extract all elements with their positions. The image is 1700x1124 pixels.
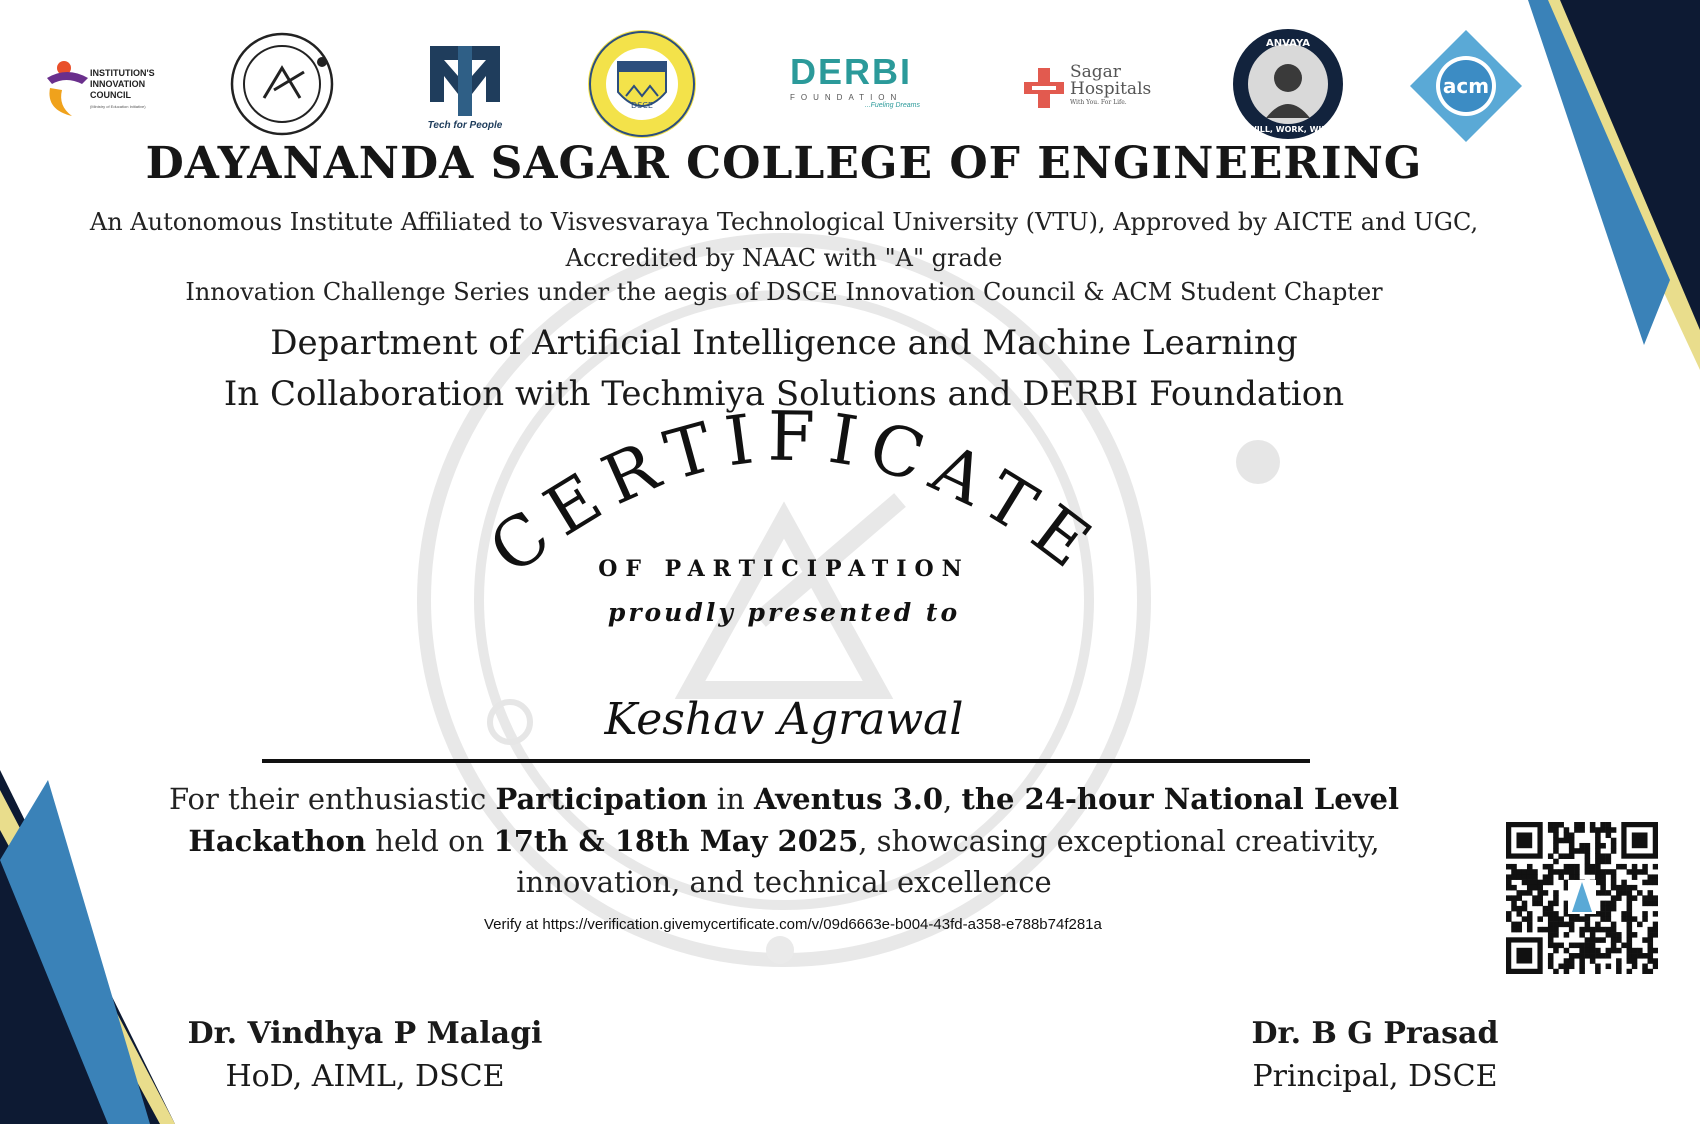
techmiya-tagline: Tech for People — [427, 120, 503, 131]
iic-subtext: (Ministry of Education Initiative) — [90, 104, 146, 109]
signatory-hod — [155, 1016, 575, 1094]
anvaya-emblem-icon — [1232, 28, 1344, 140]
signatory-name: Dr. Vindhya P Malagi — [187, 1016, 543, 1051]
sagar-cross-icon — [1022, 66, 1066, 110]
derbi-tagline: ...Fueling Dreams — [864, 102, 920, 109]
derbi-wordmark: DERBI — [790, 51, 913, 92]
acm-diamond-icon — [1408, 28, 1524, 144]
dsce-seal — [586, 28, 698, 140]
presented-to-text: proudly presented to — [607, 598, 961, 627]
acm-logo — [1408, 28, 1524, 144]
affiliation-line-3: Innovation Challenge Series under the aegis of DSCE Innovation Council & ACM Student Chapter — [185, 278, 1383, 306]
body-text: held on — [366, 824, 494, 858]
dsce-seal-text: DSCE — [631, 101, 653, 110]
certificate-subtitle: OF PARTICIPATION — [598, 556, 970, 582]
dsce-seal-icon — [586, 28, 698, 140]
derbi-logo — [790, 51, 920, 120]
iic-logo — [38, 40, 178, 140]
signatory-role: HoD, AIML, DSCE — [225, 1059, 505, 1094]
department-line: Department of Artificial Intelligence and Machine Learning — [270, 323, 1298, 363]
collaboration-line: In Collaboration with Techmiya Solutions and DERBI Foundation — [223, 374, 1345, 414]
sagar-text-line: Hospitals — [1070, 79, 1152, 99]
iic-text-line: COUNCIL — [90, 90, 131, 100]
iic-figure-icon — [42, 58, 92, 120]
event-name: Aventus 3.0 — [753, 782, 944, 816]
acm-text: acm — [1442, 74, 1490, 98]
techmiya-logo — [420, 42, 510, 132]
sagar-text-line: Sagar — [1070, 62, 1121, 82]
techmiya-mark-icon — [430, 42, 500, 118]
derbi-sub: FOUNDATION — [790, 93, 903, 102]
qr-code[interactable] — [1506, 822, 1658, 974]
event-dates: 17th & 18th May 2025 — [493, 824, 859, 858]
body-text: For their enthusiastic — [168, 782, 496, 816]
iic-text-line: INNOVATION — [90, 79, 146, 89]
body-text: in — [707, 782, 754, 816]
signatory-name: Dr. B G Prasad — [1251, 1016, 1499, 1051]
iic-text-line: INSTITUTION'S — [90, 68, 155, 78]
college-name: DAYANANDA SAGAR COLLEGE OF ENGINEERING — [145, 138, 1423, 189]
recipient-underline — [262, 759, 1310, 763]
body-line-3: innovation, and technical excellence — [516, 865, 1052, 899]
signatory-principal — [1165, 1016, 1585, 1094]
body-bold: the 24-hour National Level — [961, 782, 1399, 816]
body-line-2 — [0, 820, 1568, 862]
recipient-name: Keshav Agrawal — [604, 694, 964, 745]
anvaya-motto: WILL, WORK, WIN — [1247, 125, 1329, 134]
affiliation-line-1: An Autonomous Institute Affiliated to Visvesvaraya Technological University (VTU), Approved by AICTE and UGC, — [89, 208, 1479, 236]
anvaya-logo — [1232, 28, 1344, 140]
aventus-logo — [226, 28, 338, 140]
logo-row — [0, 0, 1568, 150]
qr-code-icon — [1506, 822, 1658, 974]
body-text: , — [943, 782, 962, 816]
affiliation-line-2: Accredited by NAAC with "A" grade — [565, 244, 1003, 272]
body-line-1 — [0, 778, 1568, 820]
signatory-role: Principal, DSCE — [1252, 1059, 1498, 1094]
certificate-title: CERTIFICATE — [475, 397, 1114, 591]
body-bold: Hackathon — [188, 824, 367, 858]
anvaya-text: ANVAYA — [1266, 38, 1310, 49]
sagar-tagline: With You. For Life. — [1070, 99, 1127, 106]
body-bold: Participation — [495, 782, 708, 816]
watermark-node — [1236, 440, 1280, 484]
sagar-hospitals-logo — [1022, 64, 1162, 112]
watermark-node — [766, 936, 794, 964]
verification-link[interactable]: Verify at https://verification.givemycertificate.com/v/09d6663e-b004-43fd-a358-e788b74f281a — [484, 916, 1102, 933]
body-text: , showcasing exceptional creativity, — [858, 824, 1380, 858]
aventus-emblem-icon — [226, 28, 338, 140]
